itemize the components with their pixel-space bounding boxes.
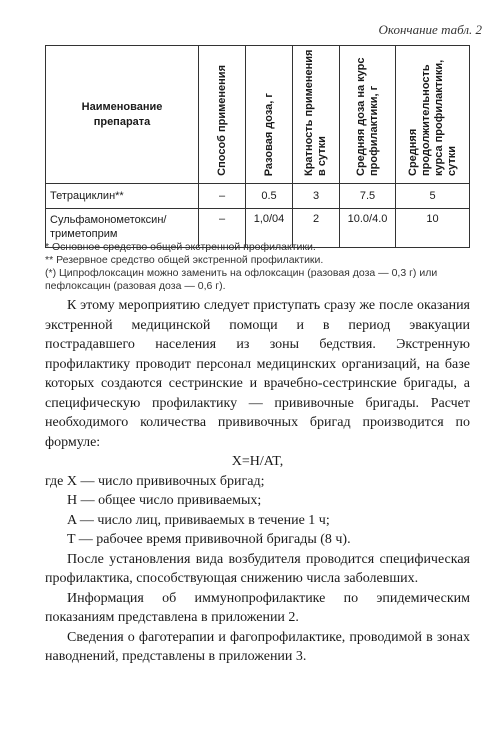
body-text: [45, 296, 470, 667]
footnote: * Основное средство общей экстренной профилактики.: [45, 241, 316, 253]
col-header-single-dose: Разовая доза, г: [246, 46, 293, 184]
footnote: ** Резервное средство общей экстренной профилактики.: [45, 254, 324, 266]
cell-frequency: 3: [293, 184, 340, 209]
formula-definition: A — число лиц, прививаемых в течение 1 ч;: [67, 512, 330, 528]
cell-dose: 1,0/04: [246, 209, 293, 248]
col-header-method: Способ применения: [199, 46, 246, 184]
table-caption: Окончание табл. 2: [378, 22, 482, 37]
formula-definition: где X — число прививочных бригад;: [45, 473, 265, 489]
prophylaxis-table: [45, 45, 470, 248]
col-header-frequency: Кратность применения в сутки: [293, 46, 340, 184]
formula-definition: T — рабочее время прививочной бригады (8 ч).: [67, 532, 351, 547]
cell-course-dose: 10.0/4.0: [340, 209, 396, 248]
col-header-drug-name: Наименование препарата: [46, 46, 199, 184]
col-header-course-duration: Средняя продолжительность курса профилактики, сутки: [396, 46, 470, 184]
cell-method: –: [199, 184, 246, 209]
formula-definition: H — общее число прививаемых;: [67, 493, 262, 508]
cell-duration: 5: [396, 184, 470, 209]
cell-course-dose: 7.5: [340, 184, 396, 209]
footnote: (*) Ципрофлоксацин можно заменить на офлоксацин (разовая доза — 0,3 г) или пефлоксацин (разовая доза — 0,6 г).: [45, 267, 438, 292]
formula: X=H/AT,: [231, 454, 284, 469]
cell-drug: Тетрациклин**: [46, 184, 199, 209]
col-header-course-dose: Средняя доза на курс профилактики, г: [340, 46, 396, 184]
paragraph: Информация об иммунопрофилактике по эпидемическим показаниям представлена в приложении 2.: [45, 590, 470, 625]
cell-dose: 0.5: [246, 184, 293, 209]
cell-duration: 10: [396, 209, 470, 248]
paragraph: К этому мероприятию следует приступать сразу же после оказания экстренной медицинской помощи и в период эвакуации пострадавшего населения из зоны бедствия. Экстренную профилактику проводит персонал медицинских организаций, на базе которых создаются сестринские и врачебно-сестринские бригады, а специфическую профилактику — прививочные бригады. Расчет необходимого количества прививочных бригад производится по формуле:: [45, 298, 470, 450]
paragraph: Сведения о фаготерапии и фагопрофилактике, проводимой в зонах наводнений, представлены в приложении 3.: [45, 629, 470, 664]
table-footnotes: [45, 241, 475, 293]
cell-frequency: 2: [293, 209, 340, 248]
cell-method: –: [199, 209, 246, 248]
cell-drug: Сульфамонометоксин/ триметоприм: [46, 209, 199, 248]
table-row: [46, 184, 470, 209]
paragraph: После установления вида возбудителя проводится специфическая профилактика, способствующая снижению числа заболевших.: [45, 551, 470, 586]
table-header-row: [46, 46, 470, 184]
